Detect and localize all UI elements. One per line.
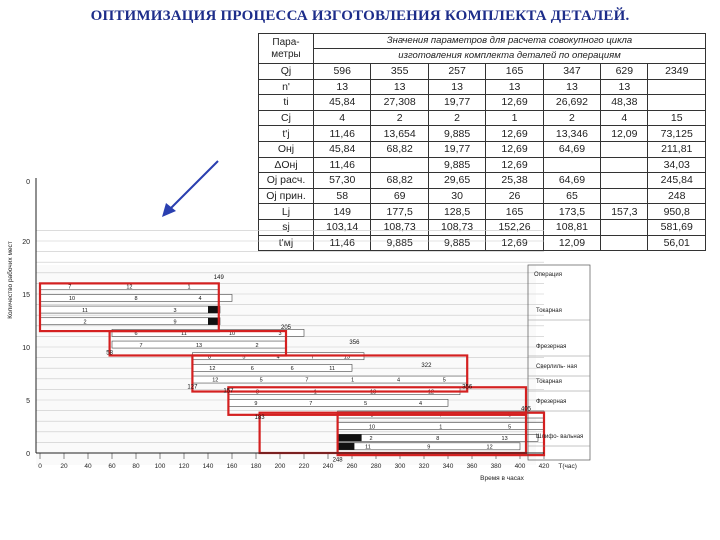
param-name-cell: ΔОнj xyxy=(259,157,314,173)
gantt-bar-label: 13 xyxy=(195,342,203,349)
param-name-cell: t'мj xyxy=(259,235,314,251)
x-tick-label: 200 xyxy=(274,463,286,470)
time-marker-label: 205 xyxy=(280,324,292,331)
param-value-cell: 157,3 xyxy=(601,204,648,220)
param-value-cell: 12,09 xyxy=(543,235,600,251)
param-value-cell: 2349 xyxy=(648,64,706,80)
gantt-bar-label: 11 xyxy=(181,331,187,338)
gantt-bar xyxy=(192,376,467,383)
param-value-cell: 13 xyxy=(543,79,600,95)
param-value-cell: 9,885 xyxy=(428,157,485,173)
param-value-cell: 177,5 xyxy=(371,204,428,220)
param-value-cell xyxy=(601,219,648,235)
y-tick-label: 20 xyxy=(22,239,30,246)
param-value-cell: 108,73 xyxy=(428,219,485,235)
param-name-cell: Oj расч. xyxy=(259,173,314,189)
gantt-bar-label: 3 xyxy=(370,412,374,419)
gantt-bar-label: 10 xyxy=(68,296,76,303)
x-tick-label: 0 xyxy=(38,463,42,470)
time-marker-label: 356 xyxy=(349,339,360,346)
x-tick-label: 400 xyxy=(514,463,526,470)
gantt-bar-label: 7 xyxy=(68,284,72,291)
gantt-bar-label: 6 xyxy=(290,366,294,373)
param-value-cell: 347 xyxy=(543,64,600,80)
param-value-cell: 57,30 xyxy=(314,173,371,189)
param-value-cell xyxy=(601,157,648,173)
gantt-bar-label: 10 xyxy=(228,331,236,338)
param-value-cell: 26,692 xyxy=(543,95,600,111)
param-value-cell: 1 xyxy=(486,110,543,126)
param-value-cell: 34,03 xyxy=(648,157,706,173)
param-value-cell: 25,38 xyxy=(486,173,543,189)
param-value-cell: 13 xyxy=(428,79,485,95)
x-tick-label: 20 xyxy=(60,463,68,470)
param-value-cell: 950,8 xyxy=(648,204,706,220)
gantt-bar-label: 11 xyxy=(329,366,335,373)
gantt-bar-label: 10 xyxy=(368,424,376,431)
legend-operation-label: Сверлиль- ная xyxy=(536,364,577,370)
legend-operation-label: Токарная xyxy=(536,379,562,385)
gantt-bar-label: 11 xyxy=(82,307,88,314)
param-value-cell: 103,14 xyxy=(314,219,371,235)
param-value-cell: 165 xyxy=(486,64,543,80)
param-value-cell: 149 xyxy=(314,204,371,220)
y-top-label: 0 xyxy=(26,179,30,186)
gantt-bar-label: 6 xyxy=(250,366,254,373)
table-row xyxy=(259,64,706,80)
time-marker-label: 322 xyxy=(421,363,432,370)
param-value-cell: 12,09 xyxy=(601,126,648,142)
x-tick-label: 60 xyxy=(108,463,116,470)
param-value-cell: 26 xyxy=(486,188,543,204)
legend-operation-label: Шлифо- вальная xyxy=(536,434,584,440)
param-value-cell: 4 xyxy=(601,110,648,126)
time-marker-label: 157 xyxy=(223,388,234,395)
time-marker-label: 149 xyxy=(213,275,224,282)
gantt-bar-label: 7 xyxy=(309,401,313,408)
param-value-cell: 165 xyxy=(486,204,543,220)
param-value-cell: 13 xyxy=(486,79,543,95)
table-row xyxy=(259,126,706,142)
param-value-cell: 13,346 xyxy=(543,126,600,142)
param-name-cell: sj xyxy=(259,219,314,235)
gantt-bar-label: 7 xyxy=(305,377,309,384)
header-values-line-2: изготовления комплекта деталей по операциям xyxy=(314,49,706,64)
param-value-cell: 69 xyxy=(371,188,428,204)
gantt-bar-label: 5 xyxy=(508,424,512,431)
x-tick-label: 100 xyxy=(154,463,166,470)
gantt-bar-label: 4 xyxy=(396,377,401,384)
param-value-cell: 12,69 xyxy=(486,126,543,142)
time-marker-label: 356 xyxy=(462,384,473,391)
table-row xyxy=(259,79,706,95)
gantt-bar-label: 5 xyxy=(364,401,368,408)
param-name-cell: Онj xyxy=(259,141,314,157)
param-value-cell xyxy=(601,173,648,189)
param-value-cell: 108,73 xyxy=(371,219,428,235)
param-value-cell: 29,65 xyxy=(428,173,485,189)
param-name-cell: t'j xyxy=(259,126,314,142)
gantt-bar-label: 9 xyxy=(173,319,177,326)
table-row xyxy=(259,141,706,157)
time-marker-label: 248 xyxy=(332,457,343,464)
gantt-bar-label: 8 xyxy=(134,296,138,303)
gantt-bar-label: 13 xyxy=(370,389,377,396)
param-value-cell: 9,885 xyxy=(428,126,485,142)
gantt-bar-label: 9 xyxy=(427,444,431,451)
gantt-bar-label: 1 xyxy=(351,377,355,384)
param-value-cell: 45,84 xyxy=(314,141,371,157)
param-value-cell xyxy=(601,188,648,204)
time-marker-label: 405 xyxy=(520,406,532,413)
gantt-bar xyxy=(40,306,220,313)
param-value-cell: 11,46 xyxy=(314,157,371,173)
param-value-cell: 152,26 xyxy=(486,219,543,235)
gantt-bar-label: 1 xyxy=(187,284,191,291)
gantt-bar-label: 1 xyxy=(439,424,443,431)
param-name-cell: Qj xyxy=(259,64,314,80)
param-value-cell: 65 xyxy=(543,188,600,204)
param-value-cell: 9,885 xyxy=(371,235,428,251)
param-value-cell: 13 xyxy=(371,79,428,95)
legend-header: Операция xyxy=(534,272,562,278)
legend-operation-label: Фрезерная xyxy=(536,399,567,405)
gantt-bar-label: 12 xyxy=(126,284,133,291)
x-tick-label: 240 xyxy=(322,463,334,470)
param-value-cell: 12,69 xyxy=(486,141,543,157)
gantt-bar-label: 9 xyxy=(254,401,258,408)
gantt-bar-label: 12 xyxy=(427,389,435,396)
header-parameters: Пара- метры xyxy=(259,34,314,64)
param-value-cell: 596 xyxy=(314,64,371,80)
param-value-cell: 68,82 xyxy=(371,141,428,157)
param-name-cell: ti xyxy=(259,95,314,111)
param-value-cell: 68,82 xyxy=(371,173,428,189)
gantt-filled-segment xyxy=(338,443,355,450)
gantt-bar-label: 12 xyxy=(212,377,219,384)
param-value-cell: 11,46 xyxy=(314,126,371,142)
param-name-cell: Oj прин. xyxy=(259,188,314,204)
x-tick-label: 380 xyxy=(490,463,502,470)
x-tick-label: 360 xyxy=(466,463,478,470)
gantt-bar-label: 7 xyxy=(139,342,143,349)
gantt-bar-label: 8 xyxy=(208,354,212,361)
param-value-cell: 211,81 xyxy=(648,141,706,157)
gantt-bar-label: 12 xyxy=(209,366,216,373)
param-value-cell: 15 xyxy=(648,110,706,126)
schedule-chart xyxy=(0,170,600,500)
gantt-bar-label: 12 xyxy=(486,444,493,451)
param-value-cell: 56,01 xyxy=(648,235,706,251)
param-value-cell: 13 xyxy=(314,79,371,95)
param-value-cell xyxy=(648,95,706,111)
param-value-cell: 64,69 xyxy=(543,173,600,189)
gantt-bar-label: 7 xyxy=(310,354,315,361)
param-value-cell: 13,654 xyxy=(371,126,428,142)
param-value-cell: 248 xyxy=(648,188,706,204)
y-axis-label: Количество рабочих мест xyxy=(7,241,14,319)
table-row xyxy=(259,95,706,111)
gantt-bar-label: 6 xyxy=(508,412,512,419)
gantt-bar-label: 5 xyxy=(259,377,263,384)
param-value-cell: 173,5 xyxy=(543,204,600,220)
gantt-bar-label: 1 xyxy=(313,389,317,396)
param-value-cell: 2 xyxy=(428,110,485,126)
param-value-cell: 2 xyxy=(543,110,600,126)
gantt-bar xyxy=(40,318,220,325)
param-value-cell: 58 xyxy=(314,188,371,204)
param-value-cell xyxy=(601,235,648,251)
legend-operation-label: Токарная xyxy=(536,308,562,314)
x-tick-label: 80 xyxy=(132,463,140,470)
gantt-bar-label: 13 xyxy=(343,354,350,361)
table-row xyxy=(259,110,706,126)
param-value-cell: 27,308 xyxy=(371,95,428,111)
param-value-cell: 64,69 xyxy=(543,141,600,157)
param-value-cell: 45,84 xyxy=(314,95,371,111)
x-tick-label: 420 xyxy=(538,463,550,470)
param-value-cell: 19,77 xyxy=(428,141,485,157)
x-tick-label: 340 xyxy=(442,463,454,470)
gantt-bar-label: 5 xyxy=(442,377,446,384)
param-name-cell: Cj xyxy=(259,110,314,126)
param-value-cell: 12,69 xyxy=(486,157,543,173)
x-tick-label: 220 xyxy=(298,463,310,470)
param-value-cell: 12,69 xyxy=(486,95,543,111)
x-tick-label: 300 xyxy=(394,463,406,470)
x-tick-label: 140 xyxy=(202,463,214,470)
gantt-bar-label: 5 xyxy=(242,354,246,361)
y-tick-label: 5 xyxy=(26,398,30,405)
gantt-bar xyxy=(228,399,448,406)
param-value-cell: 73,125 xyxy=(648,126,706,142)
gantt-bar-label: 7 xyxy=(439,412,443,419)
x-tick-label: 280 xyxy=(370,463,382,470)
param-value-cell: 245,84 xyxy=(648,173,706,189)
gantt-bar-label: 2 xyxy=(83,319,87,326)
x-tick-label: 160 xyxy=(226,463,238,470)
param-value-cell: 629 xyxy=(601,64,648,80)
gantt-bar-label: 2 xyxy=(369,436,373,443)
gantt-bar-label: 3 xyxy=(173,307,177,314)
gantt-bar-label: 11 xyxy=(365,444,371,451)
param-value-cell: 9,885 xyxy=(428,235,485,251)
time-marker-label: 127 xyxy=(187,384,198,391)
time-marker-label: 58 xyxy=(106,350,113,357)
x-tick-label: 320 xyxy=(418,463,430,470)
y-tick-label: 15 xyxy=(22,292,30,299)
gantt-bar-label: 8 xyxy=(436,436,440,443)
x-tick-label: 40 xyxy=(84,463,92,470)
param-value-cell: 11,46 xyxy=(314,235,371,251)
param-value-cell xyxy=(648,79,706,95)
legend-operation-label: Фрезерная xyxy=(536,344,567,350)
param-value-cell: 13 xyxy=(601,79,648,95)
gantt-bar-label: 6 xyxy=(134,331,138,338)
param-value-cell: 128,5 xyxy=(428,204,485,220)
param-value-cell: 581,69 xyxy=(648,219,706,235)
gantt-bar-label: 4 xyxy=(198,296,202,303)
time-marker-label: 183 xyxy=(254,415,265,422)
header-values-line-1: Значения параметров для расчета совокупного цикла xyxy=(314,34,706,49)
gantt-bar-label: 2 xyxy=(255,342,259,349)
x-tick-label: 260 xyxy=(346,463,358,470)
x-unit-label: T(час) xyxy=(558,463,577,470)
param-value-cell: 30 xyxy=(428,188,485,204)
param-value-cell: 257 xyxy=(428,64,485,80)
gantt-bar-label: 3 xyxy=(278,331,282,338)
gantt-bar-label: 4 xyxy=(276,354,280,361)
param-value-cell: 2 xyxy=(371,110,428,126)
gantt-bar-label: 4 xyxy=(419,401,423,408)
param-value-cell: 19,77 xyxy=(428,95,485,111)
gantt-bar xyxy=(192,364,352,371)
table-header-row-2 xyxy=(259,49,706,64)
gantt-filled-segment xyxy=(338,434,362,441)
param-value-cell: 48,38 xyxy=(601,95,648,111)
y-tick-label: 0 xyxy=(26,451,30,458)
param-value-cell: 12,69 xyxy=(486,235,543,251)
param-value-cell: 108,81 xyxy=(543,219,600,235)
table-header-row xyxy=(259,34,706,49)
param-value-cell: 4 xyxy=(314,110,371,126)
page-title: ОПТИМИЗАЦИЯ ПРОЦЕССА ИЗГОТОВЛЕНИЯ КОМПЛЕКТА ДЕТАЛЕЙ. xyxy=(90,8,630,24)
gantt-bar-label: 8 xyxy=(255,389,259,396)
param-name-cell: Lj xyxy=(259,204,314,220)
param-value-cell xyxy=(601,141,648,157)
gantt-bar-label: 13 xyxy=(501,436,508,443)
x-axis-label: Время в часах xyxy=(480,475,524,482)
y-tick-label: 10 xyxy=(22,345,30,352)
param-value-cell: 355 xyxy=(371,64,428,80)
x-tick-label: 120 xyxy=(178,463,190,470)
param-name-cell: n' xyxy=(259,79,314,95)
x-tick-label: 180 xyxy=(250,463,262,470)
